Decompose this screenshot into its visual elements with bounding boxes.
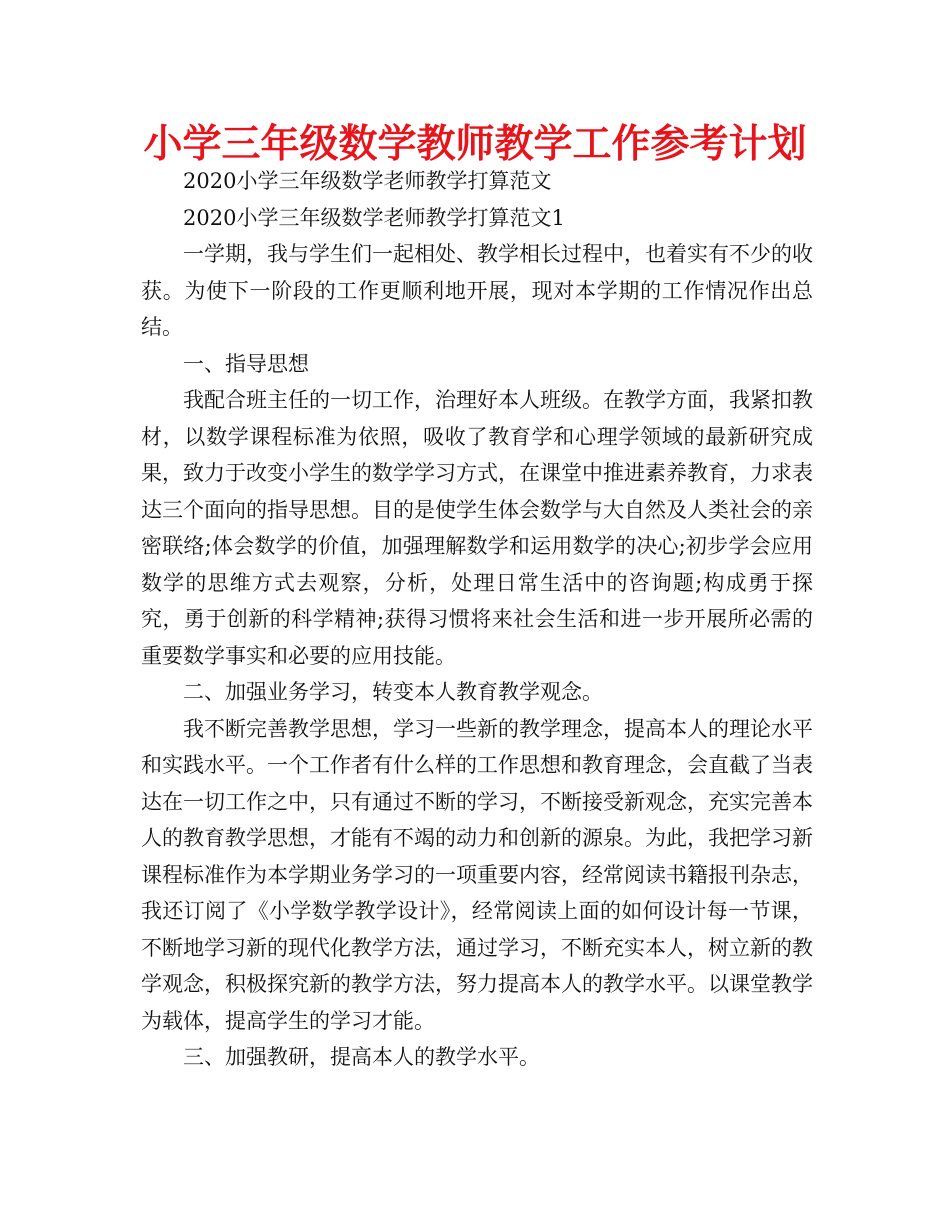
subtitle-line: 2020小学三年级数学老师教学打算范文1 [183,205,565,230]
document-body [141,163,813,1076]
body-paragraph: 我不断完善教学思想，学习一些新的教学理念，提高本人的理论水平和实践水平。一个工作者有什么样的工作思想和教育理念，会直截了当表达在一切工作之中，只有通过不断的学习，不断接受新观念，充实完善本人的教育教学思想，才能有不竭的动力和创新的源泉。为此，我把学习新课程标准作为本学期业务学习的一项重要内容，经常阅读书籍报刊杂志，我还订阅了《小学数学教学设计》，经常阅读上面的如何设计每一节课，不断地学习新的现代化教学方法，通过学习，不断充实本人，树立新的教学观念，积极探究新的教学方法，努力提高本人的教学水平。以课堂教学为载体，提高学生的学习才能。 [141,716,813,1033]
body-paragraph: 我配合班主任的一切工作，治理好本人班级。在教学方面，我紧扣教材，以数学课程标准为依照，吸收了教育学和心理学领域的最新研究成果，致力于改变小学生的数学学习方式，在课堂中推进素养教育，力求表达三个面向的指导思想。目的是使学生体会数学与大自然及人类社会的亲密联络;体会数学的价值，加强理解数学和运用数学的决心;初步学会应用数学的思维方式去观察，分析，处理日常生活中的咨询题;构成勇于探究，勇于创新的科学精神;获得习惯将来社会生活和进一步开展所必需的重要数学事实和必要的应用技能。 [141,388,813,668]
section-heading: 一、指导思想 [183,351,309,376]
section-heading: 三、加强教研，提高本人的教学水平。 [183,1045,540,1069]
section-heading: 二、加强业务学习，转变本人教育教学观念。 [183,680,603,704]
subtitle-line: 2020小学三年级数学老师教学打算范文 [183,169,552,193]
body-paragraph: 一学期，我与学生们一起相处、教学相长过程中，也着实有不少的收获。为使下一阶段的工作更顺利地开展，现对本学期的工作情况作出总结。 [141,242,813,339]
document-title: 小学三年级数学教师教学工作参考计划 [143,122,807,167]
